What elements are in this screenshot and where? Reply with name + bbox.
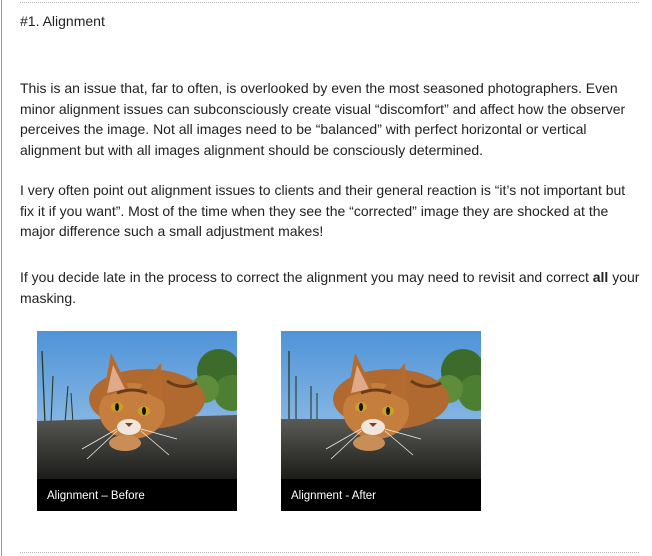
section-heading: #1. Alignment	[20, 13, 105, 29]
figure-before-caption: Alignment – Before	[47, 490, 145, 502]
figure-after-caption: Alignment - After	[291, 490, 377, 502]
figure-after[interactable]	[281, 331, 481, 511]
paragraph-masking-bold: all	[592, 269, 609, 285]
bottom-divider	[20, 552, 639, 553]
paragraph-intro: This is an issue that, far to often, is overlooked by even the most seasoned photographers. Even minor alignment issues can subconsciously create visual “discomfort” and affect how the observer perceives the image. Not all images need to be “balanced” with perfect horizontal or vertical alignment but with all images alignment should be consciously determined.	[20, 80, 626, 158]
left-border	[1, 0, 2, 556]
cat-photo-before	[37, 331, 237, 511]
figure-before[interactable]	[37, 331, 237, 511]
paragraph-masking-start: If you decide late in the process to correct the alignment you may need to revisit and correct	[20, 269, 593, 285]
paragraph-masking	[20, 267, 640, 308]
paragraph-clients: I very often point out alignment issues to clients and their general reaction is “it’s not important but fix it if you want”. Most of the time when they see the “corrected” image they are shocked at the major difference such a small adjustment makes!	[20, 182, 626, 239]
cat-photo-after	[281, 331, 481, 511]
top-divider	[20, 2, 639, 3]
paragraph-masking-end: your masking.	[20, 269, 640, 306]
